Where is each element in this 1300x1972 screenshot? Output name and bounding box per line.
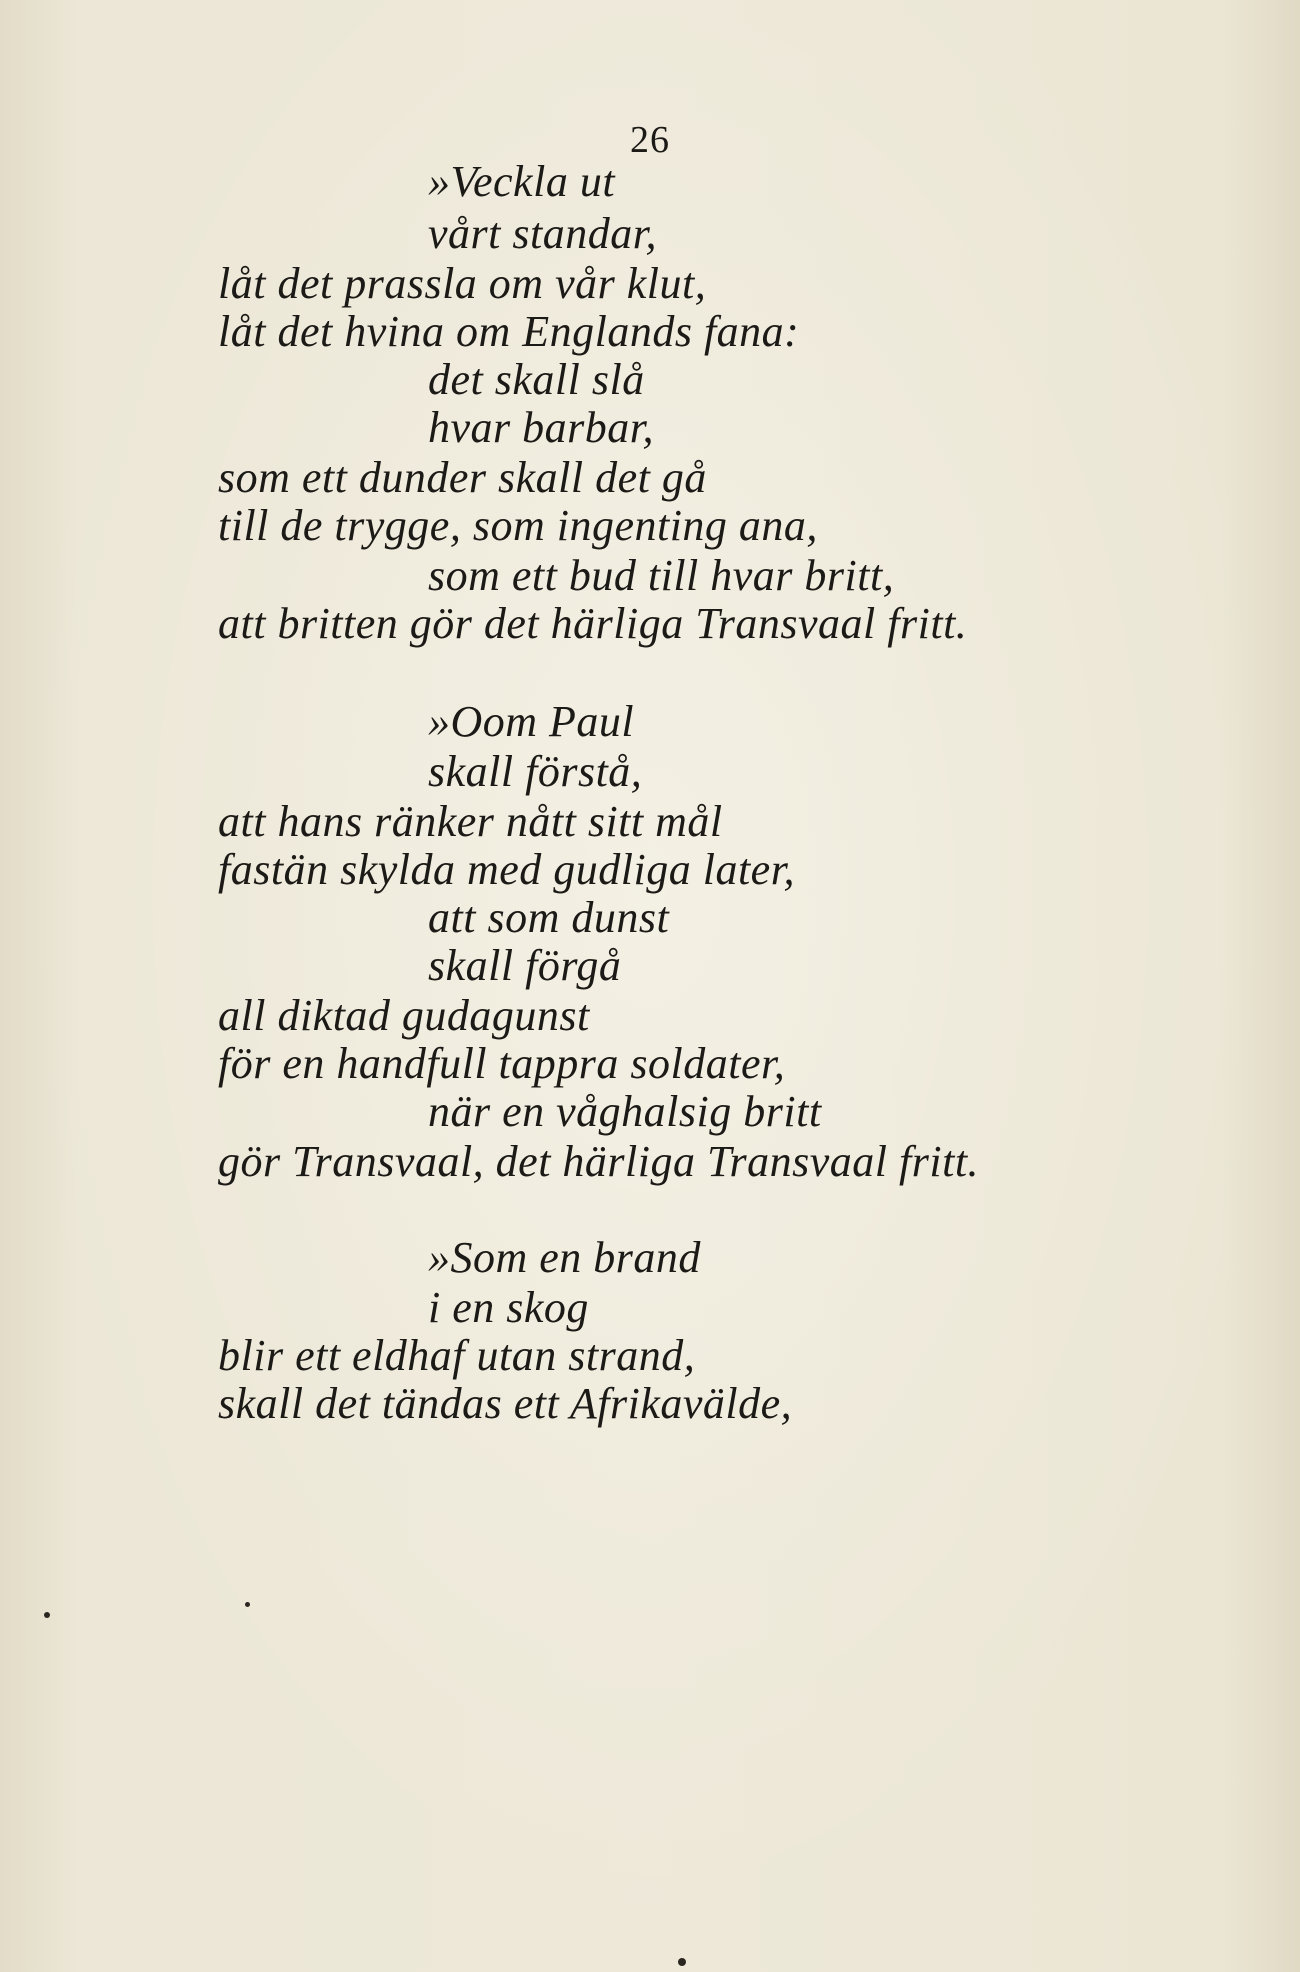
- ink-speck: [678, 1958, 686, 1966]
- poem-line: för en handfull tappra soldater,: [218, 1039, 786, 1088]
- poem-line: »Veckla ut: [428, 157, 616, 206]
- poem-line: till de trygge, som ingenting ana,: [218, 501, 818, 550]
- poem-line: att som dunst: [428, 893, 670, 942]
- poem-line: låt det prassla om vår klut,: [218, 259, 707, 308]
- poem-line: hvar barbar,: [428, 403, 655, 452]
- poem-line: all diktad gudagunst: [218, 991, 590, 1040]
- poem-line: »Oom Paul: [428, 697, 635, 746]
- poem-line: gör Transvaal, det härliga Transvaal fritt.: [218, 1137, 980, 1186]
- poem-line: fastän skylda med gudliga later,: [218, 845, 795, 894]
- poem-line: blir ett eldhaf utan strand,: [218, 1331, 696, 1380]
- poem-line: när en våghalsig britt: [428, 1087, 822, 1136]
- poem-line: det skall slå: [428, 355, 645, 404]
- poem-line: låt det hvina om Englands fana:: [218, 307, 800, 356]
- poem-line: att britten gör det härliga Transvaal fritt.: [218, 599, 968, 648]
- poem-line: vårt standar,: [428, 209, 657, 258]
- poem-line: skall förstå,: [428, 747, 643, 796]
- ink-speck: [44, 1612, 50, 1618]
- poem-line: att hans ränker nått sitt mål: [218, 797, 723, 846]
- poem-line: i en skog: [428, 1283, 589, 1332]
- ink-speck: [245, 1602, 250, 1607]
- poem-line: skall det tändas ett Afrikavälde,: [218, 1379, 793, 1428]
- poem-line: »Som en brand: [428, 1233, 701, 1282]
- poem-line: skall förgå: [428, 941, 622, 990]
- poem-line: som ett dunder skall det gå: [218, 453, 707, 502]
- page-number: 26: [630, 119, 670, 161]
- poem-line: som ett bud till hvar britt,: [428, 551, 895, 600]
